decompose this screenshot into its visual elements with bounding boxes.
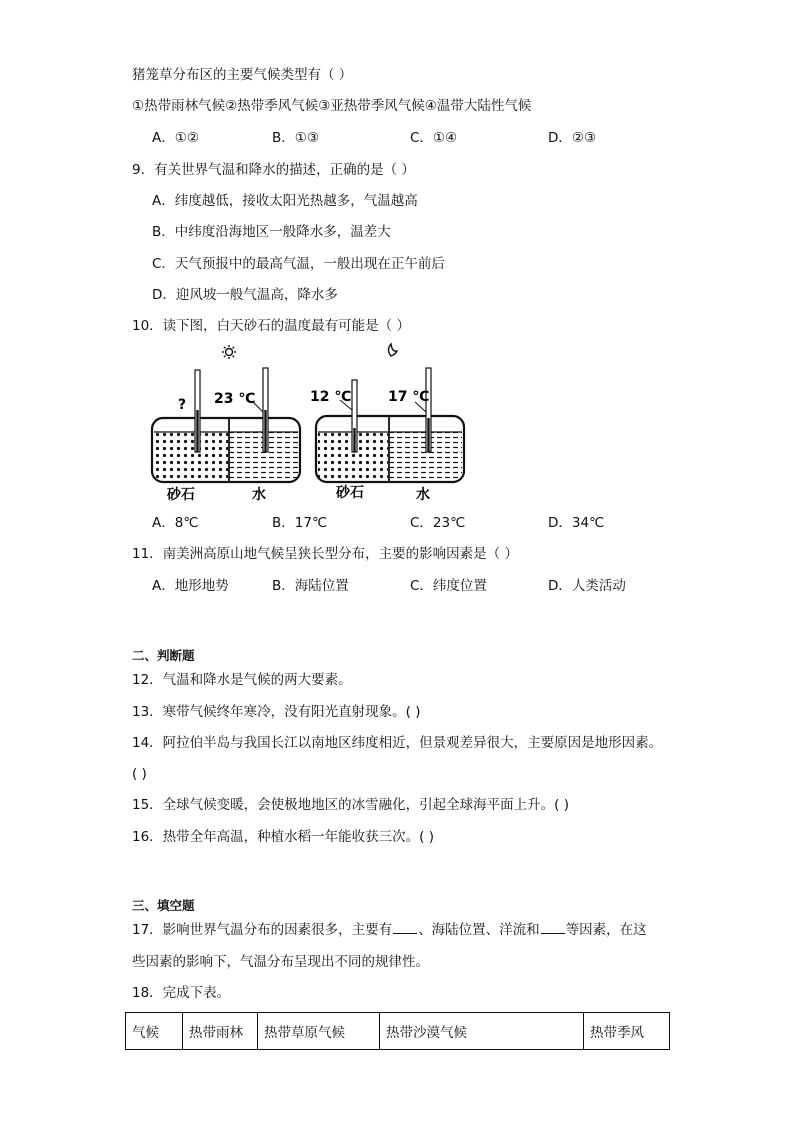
- q14: 14．阿拉伯半岛与我国长江以南地区纬度相近，但景观差异很大，主要原因是地形因素。: [132, 735, 663, 751]
- table-header-cell: 热带草原气候: [258, 1013, 380, 1050]
- night-water-label: 水: [416, 487, 430, 503]
- q9-stem: 9．有关世界气温和降水的描述，正确的是（ ）: [132, 162, 415, 178]
- q11-stem: 11．南美洲高原山地气候呈狭长型分布，主要的影响因素是（ ）: [132, 546, 518, 562]
- table-header-cell: 热带季风: [584, 1013, 670, 1050]
- q17-line1: [132, 921, 647, 939]
- q12: 12．气温和降水是气候的两大要素。: [132, 672, 352, 688]
- section3-title: 三、填空题: [132, 898, 195, 913]
- day-unknown-temp: ?: [178, 397, 187, 413]
- q14-paren: ( ): [132, 766, 147, 782]
- q10-option-d: D．34℃: [548, 515, 605, 531]
- q17-line2: 些因素的影响下，气温分布呈现出不同的规律性。: [132, 954, 429, 970]
- moon-icon: [389, 344, 398, 356]
- q17-part-a: 17．影响世界气温分布的因素很多，主要有: [132, 922, 393, 938]
- night-water-temp: 17 ℃: [388, 389, 430, 405]
- q8-items: ①热带雨林气候②热带季风气候③亚热带季风气候④温带大陆性气候: [132, 98, 532, 114]
- day-water-temp: 23 ℃: [214, 391, 256, 407]
- q18-stem: 18．完成下表。: [132, 985, 231, 1001]
- section2-title: 二、判断题: [132, 648, 195, 663]
- table-row: [126, 1013, 670, 1050]
- night-container: [316, 368, 464, 482]
- q15: 15．全球气候变暖，会使极地地区的冰雪融化，引起全球海平面上升。( ): [132, 797, 570, 813]
- q8-stem: 猪笼草分布区的主要气候类型有（ ）: [132, 67, 353, 83]
- q9-option-c: C．天气预报中的最高气温，一般出现在正午前后: [152, 256, 445, 272]
- q13: 13．寒带气候终年寒冷，没有阳光直射现象。( ): [132, 704, 421, 720]
- q9-option-a: A．纬度越低，接收太阳光热越多，气温越高: [152, 193, 418, 209]
- q17-blank-2[interactable]: [541, 921, 565, 934]
- day-sand-label: 砂石: [167, 487, 195, 503]
- q16: 16．热带全年高温，种植水稻一年能收获三次。( ): [132, 829, 435, 845]
- q8-option-a: A．①②: [152, 130, 199, 146]
- q17-blank-1[interactable]: [393, 921, 417, 934]
- day-water-label: 水: [252, 487, 266, 503]
- q10-stem: 10．读下图，白天砂石的温度最有可能是（ ）: [132, 318, 410, 334]
- q11-option-c: C．纬度位置: [410, 578, 487, 594]
- q10-option-b: B．17℃: [272, 515, 328, 531]
- q17-part-c: 等因素，在这: [565, 922, 647, 938]
- q11-option-a: A．地形地势: [152, 578, 229, 594]
- q8-option-c: C．①④: [410, 130, 458, 146]
- sun-icon: [222, 345, 236, 359]
- day-container: [152, 368, 300, 482]
- table-header-cell: 气候: [126, 1013, 183, 1050]
- q9-option-d: D．迎风坡一般气温高，降水多: [152, 287, 338, 303]
- q11-option-b: B．海陆位置: [272, 578, 349, 594]
- q10-option-a: A．8℃: [152, 515, 199, 531]
- q17-part-b: 、海陆位置、洋流和: [418, 922, 540, 938]
- q11-option-d: D．人类活动: [548, 578, 626, 594]
- q10-option-c: C．23℃: [410, 515, 466, 531]
- night-sand-temp: 12 ℃: [310, 389, 352, 405]
- q9-option-b: B．中纬度沿海地区一般降水多，温差大: [152, 224, 391, 240]
- table-header-cell: 热带雨林: [183, 1013, 258, 1050]
- climate-table: [125, 1012, 670, 1050]
- table-header-cell: 热带沙漠气候: [380, 1013, 584, 1050]
- q10-figure: [140, 340, 480, 508]
- q8-option-b: B．①③: [272, 130, 319, 146]
- q8-option-d: D．②③: [548, 130, 597, 146]
- night-sand-label: 砂石: [336, 485, 364, 501]
